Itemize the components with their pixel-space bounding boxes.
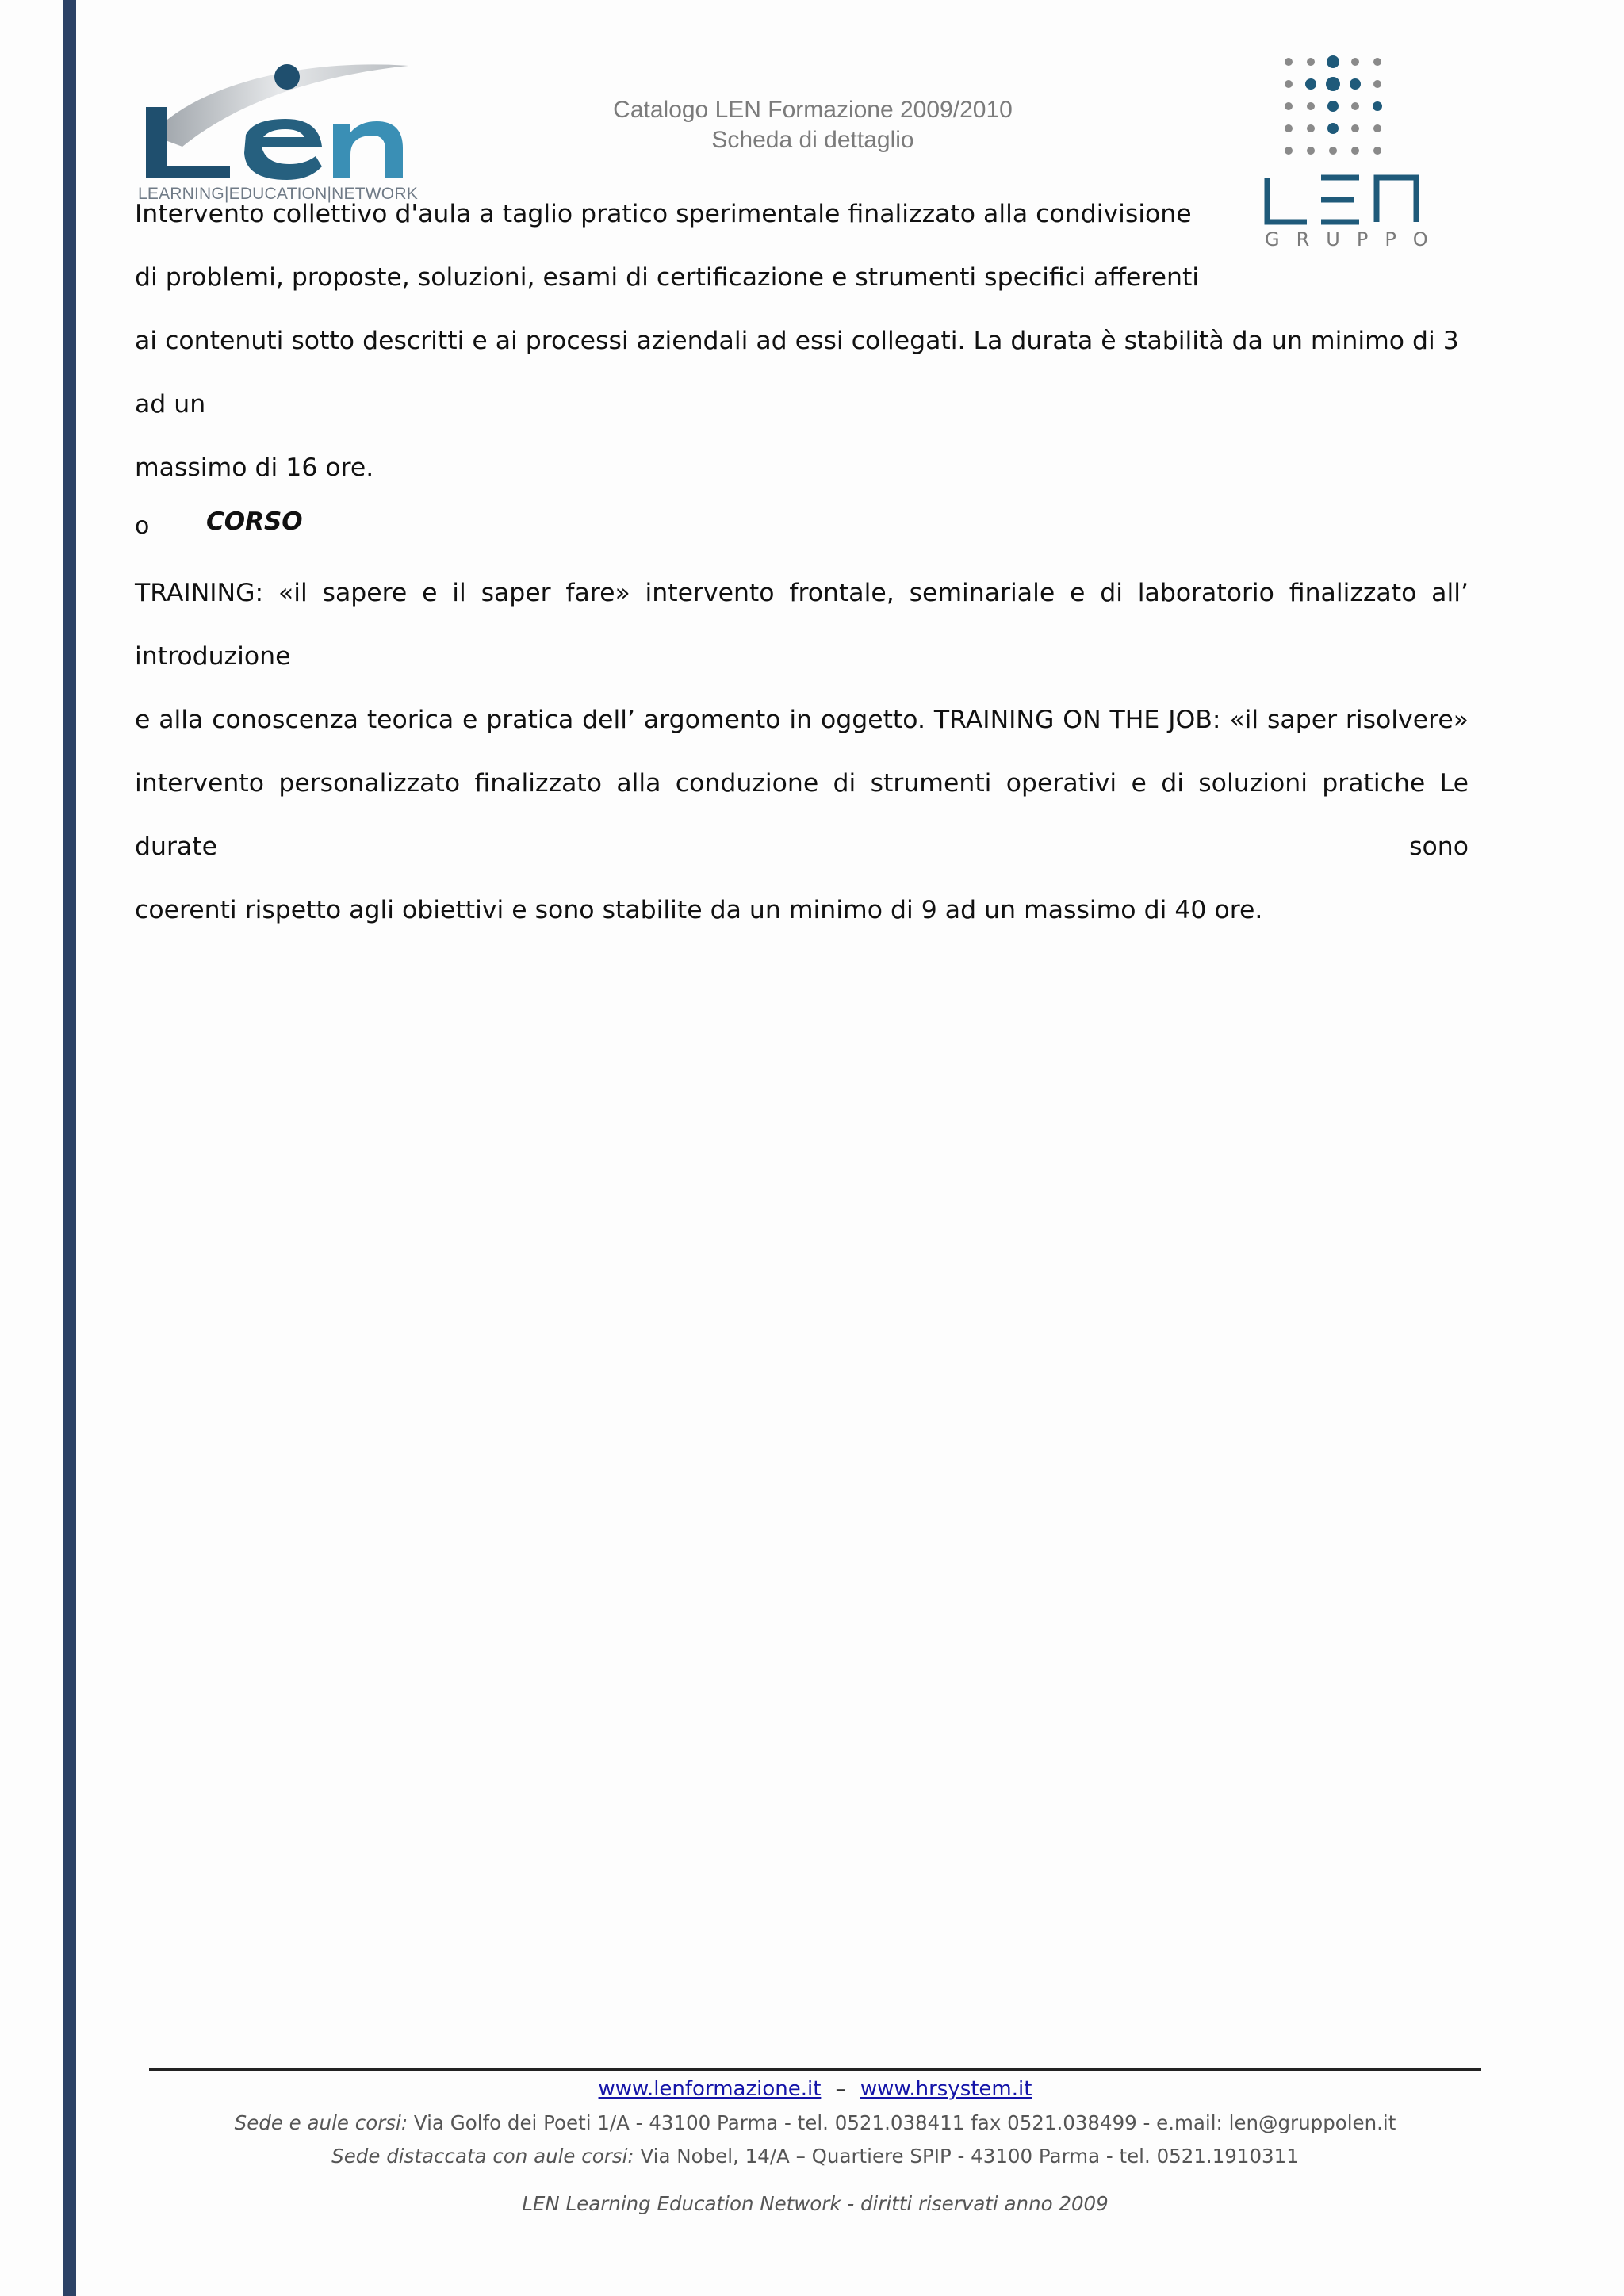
dot-grid-icon — [1281, 54, 1400, 165]
lenformazione-link[interactable]: www.lenformazione.it — [598, 2077, 822, 2101]
footer-links — [149, 2074, 1481, 2104]
intro-line: ai contenuti sotto descritti e ai processi aziendali ad essi collegati. La durata è stabilità da un minimo di 3 ad un — [135, 327, 1459, 419]
course-heading-title: CORSO — [206, 507, 303, 536]
bullet-circle-icon: o — [135, 512, 150, 540]
catalog-subtitle: Scheda di dettaglio — [711, 127, 914, 153]
footer-address-secondary-label: Sede distaccata con aule corsi: — [331, 2145, 634, 2168]
document-header — [508, 95, 1118, 155]
logo-tagline: LEARNING|EDUCATION|NETWORK — [138, 185, 418, 203]
footer-copyright: LEN Learning Education Network - diritti riservati anno 2009 — [522, 2192, 1109, 2215]
intro-line: di problemi, proposte, soluzioni, esami di certificazione e strumenti specifici afferenti — [135, 263, 1200, 292]
footer-divider — [149, 2068, 1481, 2071]
course-line: e alla conoscenza teorica e pratica dell’ argomento in oggetto. TRAINING ON THE JOB: «il saper risolvere» — [135, 706, 1469, 734]
footer-address-secondary — [149, 2142, 1481, 2171]
catalog-title: Catalogo LEN Formazione 2009/2010 — [613, 97, 1013, 123]
footer-address-main-label: Sede e aule corsi: — [234, 2111, 408, 2134]
intro-line: Intervento collettivo d'aula a taglio pratico sperimentale finalizzato alla condivisione — [135, 200, 1192, 228]
footer-address-main — [149, 2109, 1481, 2137]
link-separator: – — [835, 2077, 846, 2101]
len-learning-logo — [135, 59, 418, 203]
len-logo-graphic — [135, 59, 412, 186]
hrsystem-link[interactable]: www.hrsystem.it — [860, 2077, 1032, 2101]
course-line: intervento personalizzato finalizzato alla conduzione di strumenti operativi e di soluzioni pratiche Le durate sono — [135, 769, 1469, 861]
footer-address-secondary-text: Via Nobel, 14/A – Quartiere SPIP - 43100 Parma - tel. 0521.1910311 — [634, 2145, 1299, 2168]
course-line: TRAINING: «il sapere e il saper fare» intervento frontale, seminariale e di laboratorio finalizzato all’ introduzione — [135, 579, 1469, 671]
footer-address-main-text: Via Golfo dei Poeti 1/A - 43100 Parma - tel. 0521.038411 fax 0521.038499 - e.mail: len@gruppolen.it — [408, 2111, 1396, 2134]
course-paragraph — [135, 561, 1469, 942]
course-line: coerenti rispetto agli obiettivi e sono stabilite da un minimo di 9 ad un massimo di 40 ore. — [135, 896, 1263, 924]
intro-line: massimo di 16 ore. — [135, 453, 374, 482]
logo-gruppo-label: GRUPPO — [1265, 228, 1445, 251]
intro-paragraph — [135, 182, 1469, 499]
